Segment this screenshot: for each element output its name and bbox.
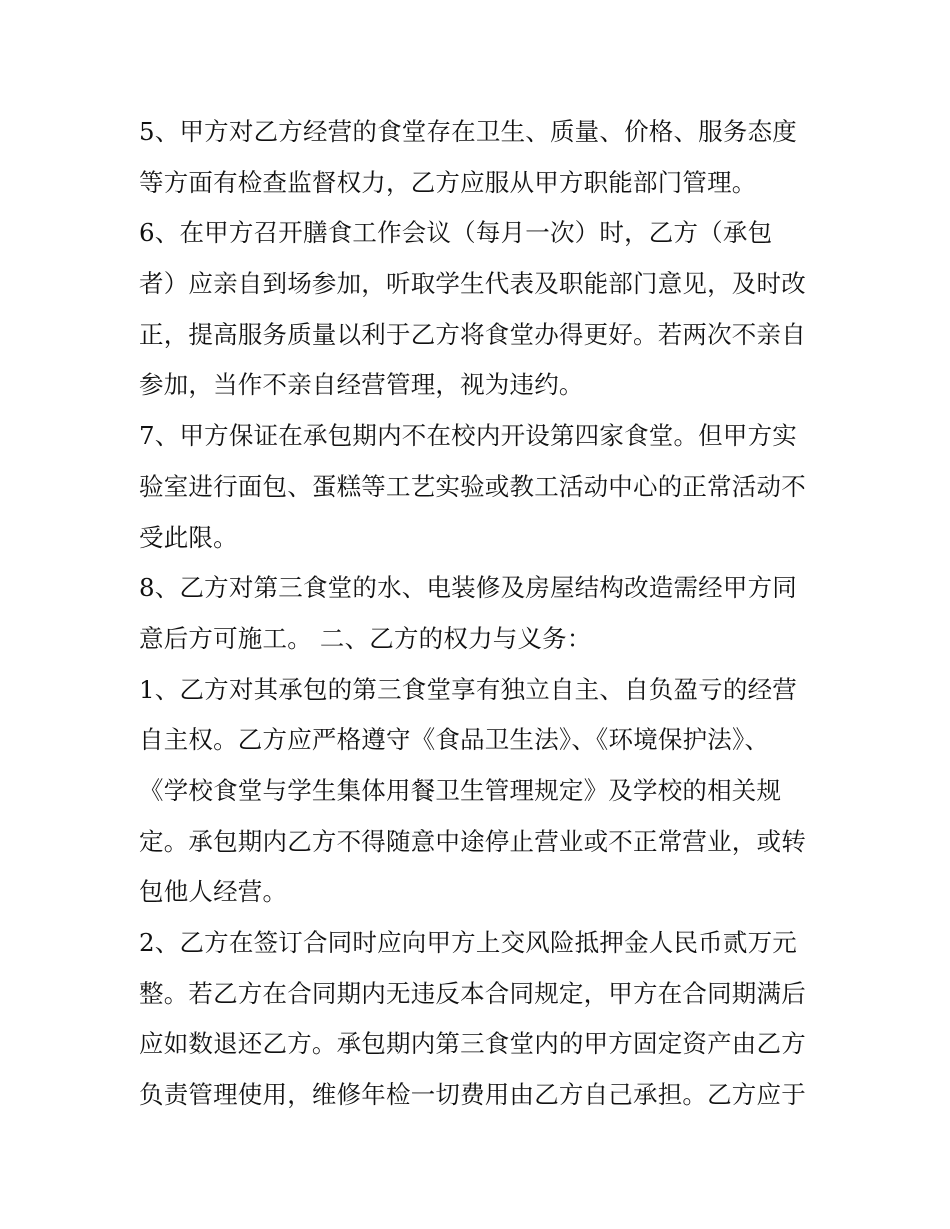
- text-line: 者）应亲自到场参加，听取学生代表及职能部门意见，及时改: [139, 269, 806, 299]
- text-line: 负责管理使用，维修年检一切费用由乙方自己承担。乙方应于: [139, 1080, 806, 1110]
- text-line: 正，提高服务质量以利于乙方将食堂办得更好。若两次不亲自: [139, 319, 806, 349]
- text-line: 参加，当作不亲自经营管理，视为违约。: [139, 370, 584, 400]
- text-line: 7、甲方保证在承包期内不在校内开设第四家食堂。但甲方实: [139, 421, 797, 451]
- text-line: 包他人经营。: [139, 877, 288, 907]
- text-line: 意后方可施工。 二、乙方的权力与义务：: [139, 623, 592, 653]
- text-line: 定。承包期内乙方不得随意中途停止营业或不正常营业，或转: [139, 826, 806, 856]
- text-line: 5、甲方对乙方经营的食堂存在卫生、质量、价格、服务态度: [139, 117, 797, 146]
- text-line: 《学校食堂与学生集体用餐卫生管理规定》及学校的相关规: [139, 775, 782, 805]
- text-line: 受此限。: [139, 522, 238, 552]
- text-line: 自主权。乙方应严格遵守《食品卫生法》、《环境保护法》、: [139, 725, 770, 755]
- text-line: 8、乙方对第三食堂的水、电装修及房屋结构改造需经甲方同: [139, 573, 797, 603]
- text-line: 整。若乙方在合同期内无违反本合同规定，甲方在合同期满后: [139, 978, 806, 1008]
- text-line: 验室进行面包、蛋糕等工艺实验或教工活动中心的正常活动不: [139, 471, 806, 501]
- text-line: 6、在甲方召开膳食工作会议（每月一次）时，乙方（承包: [139, 218, 773, 248]
- text-line: 2、乙方在签订合同时应向甲方上交风险抵押金人民币贰万元: [139, 928, 797, 957]
- text-line: 应如数退还乙方。承包期内第三食堂内的甲方固定资产由乙方: [139, 1029, 806, 1059]
- document-body: [139, 107, 829, 1121]
- text-line: 1、乙方对其承包的第三食堂享有独立自主、自负盈亏的经营: [139, 674, 797, 704]
- text-line: 等方面有检查监督权力，乙方应服从甲方职能部门管理。: [139, 167, 757, 197]
